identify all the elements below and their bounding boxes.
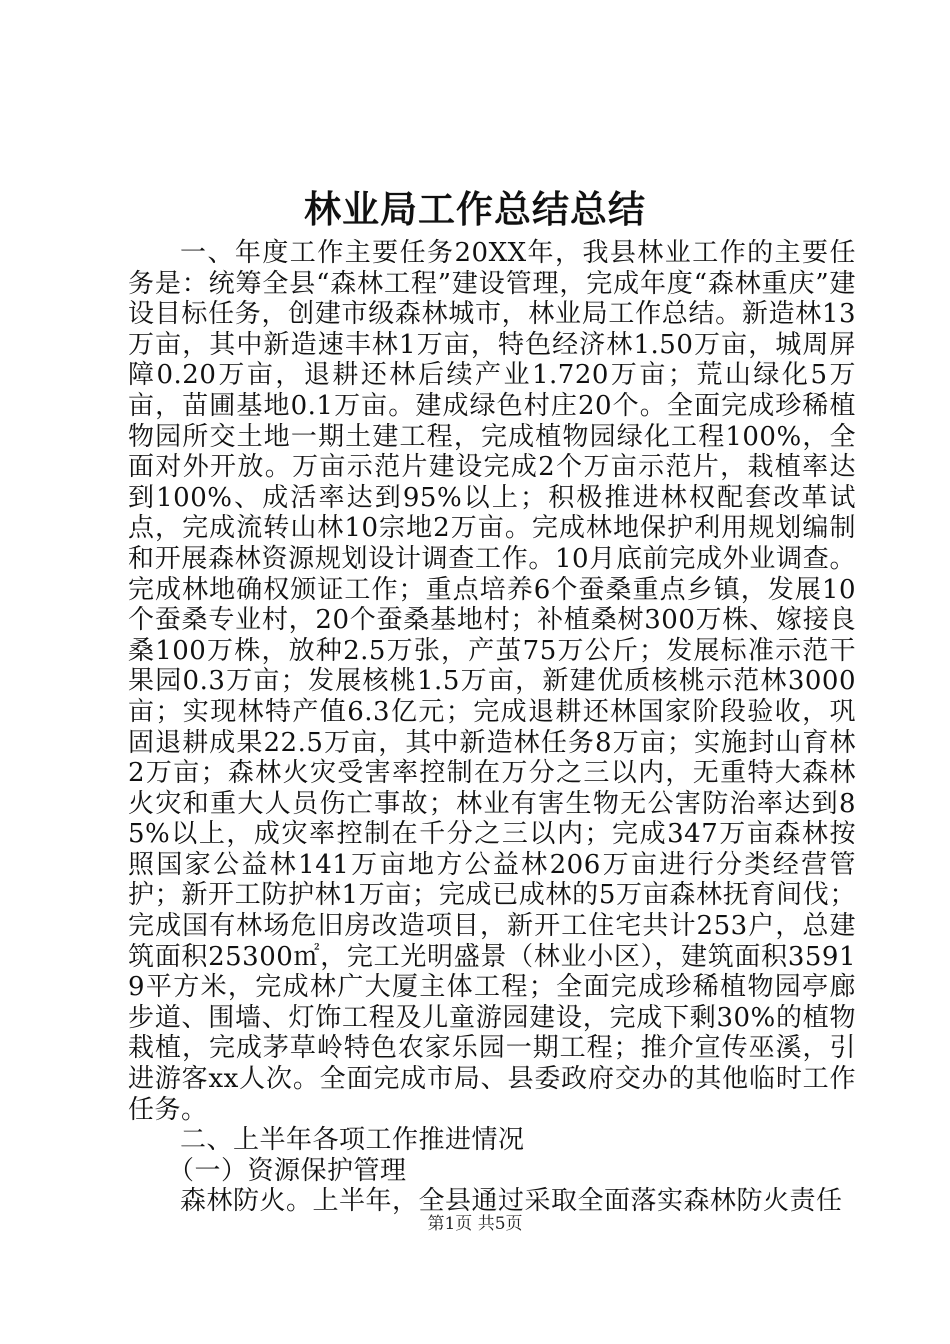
subheading-resource-protection: （一）资源保护管理 <box>168 1155 407 1186</box>
document-title: 林业局工作总结总结 <box>304 188 646 231</box>
paragraph-annual-tasks: 一、年度工作主要任务20XX年，我县林业工作的主要任务是：统筹全县“森林工程”建设管理，完成年度“森林重庆”建设目标任务，创建市级森林城市，林业局工作总结。新造林13万亩，其中新造速丰林1万亩，特色经济林1.50万亩，城周屏障0.20万亩，退耕还林后续产业1.720万亩；荒山绿化5万亩，苗圃基地0.1万亩。建成绿色村庄20个。全面完成珍稀植物园所交土地一期土建工程，完成植物园绿化工程100%，全面对外开放。万亩示范片建设完成2个万亩示范片，栽植率达到100%、成活率达到95%以上；积极推进林权配套改革试点，完成流转山林10宗地2万亩。完成林地保护利用规划编制和开展森林资源规划设计调查工作。10月底前完成外业调查。完成林地确权颁证工作；重点培养6个蚕桑重点乡镇，发展10个蚕桑专业村，20个蚕桑基地村；补植桑树300万株、嫁接良桑100万株，放种2.5万张，产茧75万公斤；发展标准示范干果园0.3万亩；发展核桃1.5万亩，新建优质核桃示范林3000亩；实现林特产值6.3亿元；完成退耕还林国家阶段验收，巩固退耕成果22.5万亩，其中新造林任务8万亩；实施封山育林2万亩；森林火灾受害率控制在万分之三以内，无重特大森林火灾和重大人员伤亡事故；林业有害生物无公害防治率达到85%以上，成灾率控制在千分之三以内；完成347万亩森林按照国家公益林141万亩地方公益林206万亩进行分类经营管护；新开工防护林1万亩；完成已成林的5万亩森林抚育间伐；完成国有林场危旧房改造项目，新开工住宅共计253户，总建筑面积25300㎡，完工光明盛景（林业小区），建筑面积35919平方米，完成林广大厦主体工程；全面完成珍稀植物园亭廊步道、围墙、灯饰工程及儿童游园建设，完成下剩30%的植物栽植，完成茅草岭特色农家乐园一期工程；推介宣传巫溪，引进游客xx人次。全面完成市局、县委政府交办的其他临时工作任务。 <box>128 238 856 1125</box>
heading-first-half-progress: 二、上半年各项工作推进情况 <box>180 1125 525 1156</box>
page-footer: 第1页 共5页 <box>427 1214 523 1234</box>
paragraph-forest-fire-prevention: 森林防火。上半年，全县通过采取全面落实森林防火责任 <box>180 1186 843 1217</box>
document-body <box>128 238 856 1217</box>
